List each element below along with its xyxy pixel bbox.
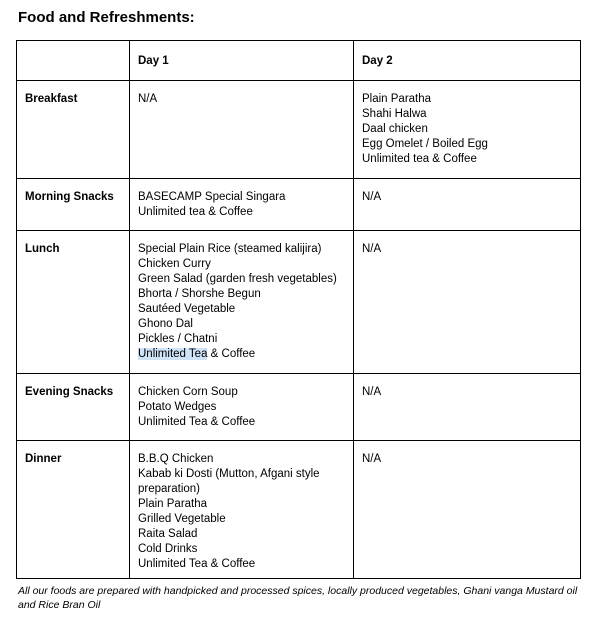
list-item: Plain Paratha [362, 93, 432, 105]
list-item: Unlimited tea & Coffee [138, 206, 253, 218]
list-item: Raita Salad [138, 528, 198, 540]
header-cell-empty [17, 41, 130, 81]
list-item: Unlimited Tea & Coffee [138, 416, 256, 428]
list-item: Bhorta / Shorshe Begun [138, 288, 261, 300]
day1-cell [130, 231, 354, 374]
table-row [17, 81, 581, 179]
meal-label: Evening Snacks [17, 374, 130, 441]
table-row [17, 179, 581, 231]
meal-label: Morning Snacks [17, 179, 130, 231]
meal-label: Dinner [17, 441, 130, 579]
day1-cell [130, 374, 354, 441]
list-item: N/A [362, 243, 382, 255]
header-cell-day2: Day 2 [354, 41, 581, 81]
table-header-row [17, 41, 581, 81]
list-item: BASECAMP Special Singara [138, 191, 286, 203]
list-item: N/A [362, 386, 382, 398]
list-item [138, 347, 345, 362]
table-row [17, 374, 581, 441]
list-item: Chicken Corn Soup [138, 386, 238, 398]
day2-cell [354, 81, 581, 179]
meal-label: Breakfast [17, 81, 130, 179]
list-item: Daal chicken [362, 123, 428, 135]
list-item: N/A [362, 453, 382, 465]
day2-cell [354, 179, 581, 231]
day1-cell [130, 179, 354, 231]
list-item: Potato Wedges [138, 401, 217, 413]
meal-label: Lunch [17, 231, 130, 374]
list-item: Shahi Halwa [362, 108, 427, 120]
list-item: Green Salad (garden fresh vegetables) [138, 273, 337, 285]
day1-cell [130, 81, 354, 179]
page-title: Food and Refreshments: [18, 9, 195, 26]
menu-table [16, 40, 581, 579]
list-item: Egg Omelet / Boiled Egg [362, 138, 488, 150]
day1-cell [130, 441, 354, 579]
table-row [17, 231, 581, 374]
day2-cell [354, 231, 581, 374]
list-item: B.B.Q Chicken [138, 453, 214, 465]
list-item: Cold Drinks [138, 543, 198, 555]
list-item: Special Plain Rice (steamed kalijira) [138, 243, 322, 255]
list-item: Kabab ki Dosti (Mutton, Afgani style preparation) [138, 468, 320, 495]
list-item-rest: & Coffee [207, 348, 256, 360]
list-item: Ghono Dal [138, 318, 193, 330]
list-item: Pickles / Chatni [138, 333, 218, 345]
day2-cell [354, 441, 581, 579]
list-item: Unlimited tea & Coffee [362, 153, 477, 165]
list-item: Sautéed Vegetable [138, 303, 236, 315]
table-row [17, 441, 581, 579]
list-item: Chicken Curry [138, 258, 211, 270]
text-selection-highlight[interactable]: Unlimited Tea [138, 348, 208, 360]
footnote: All our foods are prepared with handpicked and processed spices, locally produced vegetables, Ghani vanga Mustard oil and Rice Bran Oil [18, 585, 578, 611]
list-item: Plain Paratha [138, 498, 208, 510]
list-item: Unlimited Tea & Coffee [138, 558, 256, 570]
header-cell-day1: Day 1 [130, 41, 354, 81]
list-item: N/A [362, 191, 382, 203]
list-item: N/A [138, 93, 158, 105]
list-item: Grilled Vegetable [138, 513, 226, 525]
day2-cell [354, 374, 581, 441]
